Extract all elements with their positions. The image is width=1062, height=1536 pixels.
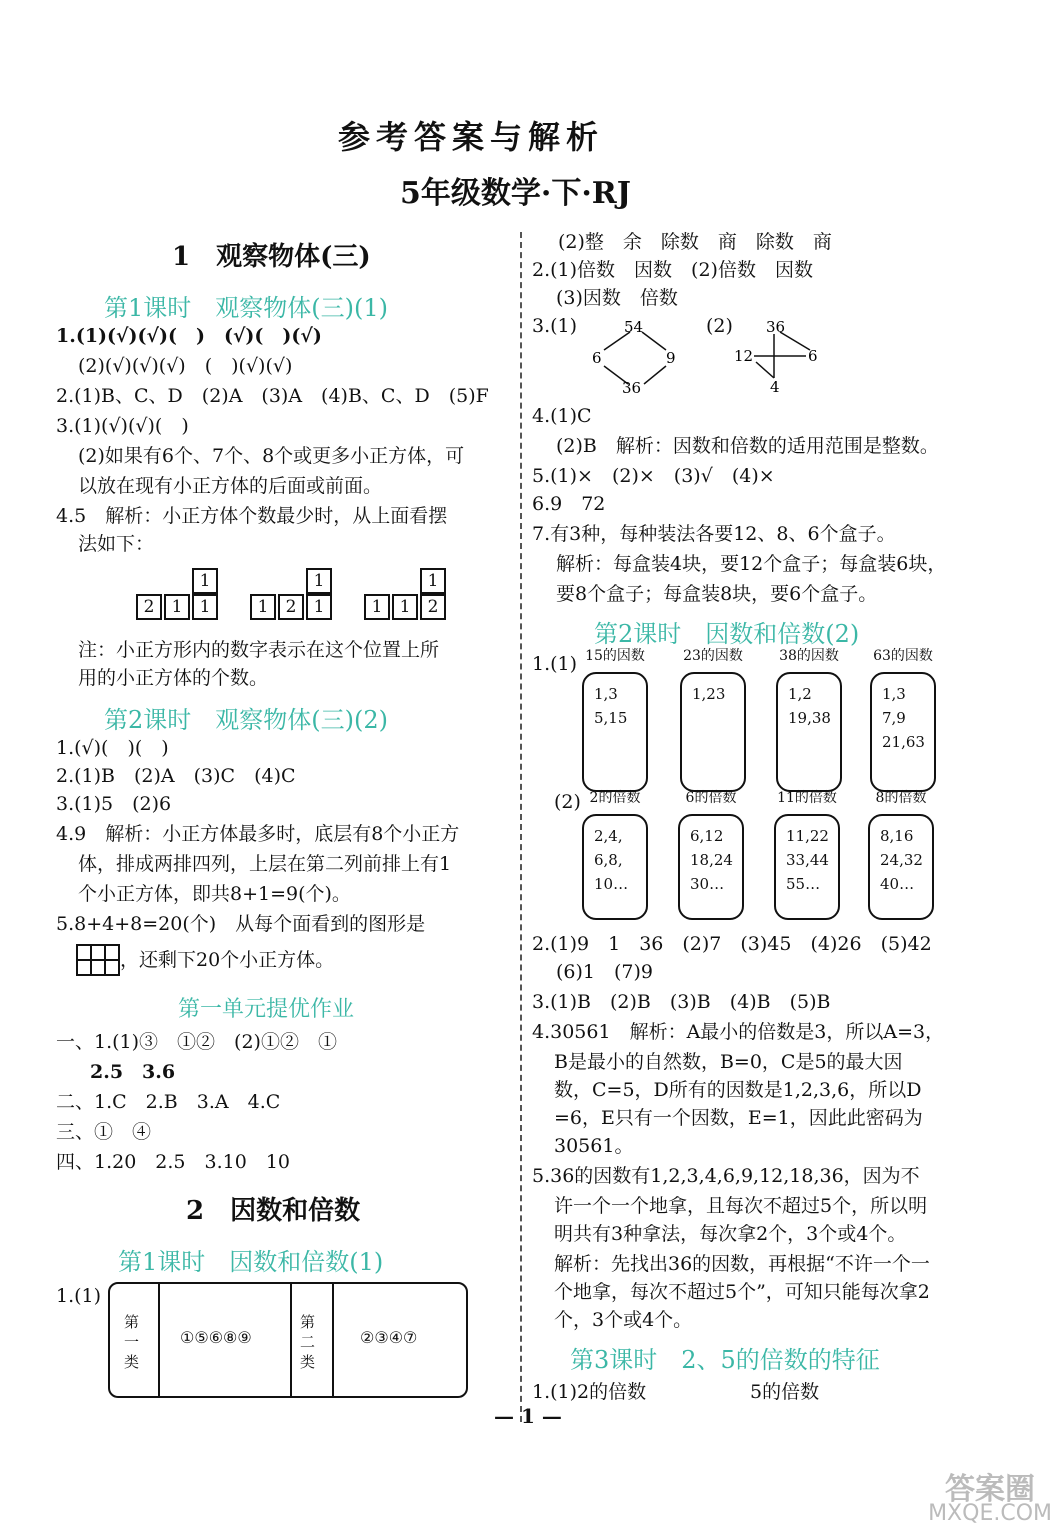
answer-line: 以放在现有小正方体的后面或前面。: [78, 475, 383, 497]
answer-line: 注：小正方形内的数字表示在这个位置上所: [78, 639, 440, 661]
answer-line: 2.5 3.6: [90, 1061, 176, 1083]
answer-line: 解析：先找出36的因数，再根据“不许一个一: [554, 1253, 930, 1275]
classification-table: [108, 1282, 468, 1398]
set-values: 10…: [594, 875, 629, 893]
set-values: 18,24: [690, 851, 733, 869]
answer-line: 数，C=5，D所有的因数是1,2,3,6，所以D: [554, 1079, 922, 1101]
set-box: [680, 672, 746, 792]
set-caption: 8的倍数: [875, 790, 927, 806]
answer-line: 7.有3种，每种装法各要12、8、6个盒子。: [532, 523, 896, 545]
answer-line: 1.(1): [532, 653, 578, 675]
lesson-heading: 第一单元提优作业: [178, 997, 355, 1022]
answer-line: 一、1.(1)③ ①② (2)①② ①: [56, 1031, 337, 1053]
class-members-2: ②③④⑦: [360, 1328, 418, 1347]
answer-line: 1.(1)(√)(√)( ) (√)( )(√): [56, 325, 322, 347]
unit-title-1: 1 观察物体(三): [172, 242, 371, 272]
answer-line: (2)如果有6个、7个、8个或更多小正方体，可: [78, 445, 465, 467]
node-label: 36: [622, 379, 642, 397]
column-divider: [520, 232, 522, 1422]
three-by-two-grid-icon: [76, 944, 120, 976]
watermark-url: MXQE.COM: [928, 1501, 1052, 1526]
answer-line: 解析：每盒装4块，要12个盒子；每盒装6块，: [556, 553, 947, 575]
answer-line: (6)1 (7)9: [556, 961, 654, 983]
set-box: [868, 814, 934, 920]
lesson-heading: 第1课时 观察物体(三)(1): [104, 294, 388, 322]
answer-line: (2): [554, 791, 581, 813]
answer-line: 体，排成两排四列，上层在第二列前排上有1: [78, 853, 452, 875]
grid-cell: 1: [392, 594, 418, 620]
answer-line: 四、1.20 2.5 3.10 10: [56, 1151, 291, 1173]
set-values: 6,8,: [594, 851, 623, 869]
grid-cell: 1: [192, 568, 218, 594]
page-title: 参考答案与解析: [338, 118, 605, 156]
answer-line: (3)因数 倍数: [556, 287, 678, 309]
set-values: 21,63: [882, 733, 925, 751]
answer-line: ，还剩下20个小正方体。: [120, 949, 335, 971]
answer-line: 明共有3种拿法，每次拿2个，3个或4个。: [554, 1223, 907, 1245]
answer-line: 要8个盒子；每盒装8块，要6个盒子。: [556, 583, 878, 605]
lesson-heading: 第2课时 因数和倍数(2): [594, 620, 860, 648]
answer-line: 4.30561 解析：A最小的倍数是3，所以A=3，: [532, 1021, 945, 1043]
set-caption: 63的因数: [873, 648, 933, 664]
set-values: 1,2: [788, 685, 812, 703]
node-label: 9: [666, 349, 676, 367]
answer-line: 法如下：: [78, 533, 155, 555]
node-label: 4: [770, 378, 780, 396]
answer-line: 3.(1)B (2)B (3)B (4)B (5)B: [532, 991, 831, 1013]
answer-line: 3.(1)(√)(√)( ): [56, 415, 189, 437]
set-values: 40…: [880, 875, 915, 893]
grid-cell: 1: [192, 594, 218, 620]
answer-line: 1.(1)2的倍数: [532, 1381, 647, 1403]
grid-cell: 2: [278, 594, 304, 620]
answer-line: 三、① ④: [56, 1121, 152, 1143]
answer-line: (2): [706, 315, 733, 337]
set-caption: 23的因数: [683, 648, 743, 664]
answer-line: =6，E只有一个因数，E=1，因此此密码为: [554, 1107, 923, 1129]
answer-line: 4.(1)C: [532, 405, 592, 427]
answer-line: 30561。: [554, 1135, 634, 1157]
answer-line: 5的倍数: [750, 1381, 820, 1403]
answer-line: 3.(1)5 (2)6: [56, 793, 172, 815]
class-label-1: 第一类: [124, 1313, 140, 1371]
answer-line: 4.5 解析：小正方体个数最少时，从上面看摆: [56, 505, 448, 527]
answer-line: 2.(1)B、C、D (2)A (3)A (4)B、C、D (5)F: [56, 385, 489, 407]
answer-line: 2.(1)倍数 因数 (2)倍数 因数: [532, 259, 813, 281]
factor-pair-diagram-1: [582, 316, 692, 398]
set-values: 1,3: [882, 685, 906, 703]
grid-cell: 1: [250, 594, 276, 620]
answer-line: 3.(1): [532, 315, 578, 337]
answer-line: 5.36的因数有1,2,3,4,6,9,12,18,36，因为不: [532, 1165, 920, 1187]
answer-line: 1.(1): [56, 1285, 102, 1307]
answer-line: (2)(√)(√)(√) ( )(√)(√): [78, 355, 293, 377]
set-box: [678, 814, 744, 920]
node-label: 36: [766, 318, 786, 336]
set-caption: 15的因数: [585, 648, 645, 664]
set-box: [774, 814, 840, 920]
class-members-1: ①⑤⑥⑧⑨: [180, 1328, 252, 1347]
set-values: 33,44: [786, 851, 829, 869]
set-box: [776, 672, 842, 792]
grid-cell: 1: [164, 594, 190, 620]
answer-line: 二、1.C 2.B 3.A 4.C: [56, 1091, 281, 1113]
set-values: 7,9: [882, 709, 906, 727]
set-values: 2,4,: [594, 827, 623, 845]
page-subtitle: 5年级数学·下·RJ: [400, 176, 631, 211]
answer-line: 2.(1)9 1 36 (2)7 (3)45 (4)26 (5)42: [532, 933, 932, 955]
grid-cell: 1: [420, 568, 446, 594]
answer-line: 个，3个或4个。: [554, 1309, 693, 1331]
answer-line: (2)B 解析：因数和倍数的适用范围是整数。: [556, 435, 939, 457]
grid-cell: 1: [364, 594, 390, 620]
node-label: 12: [734, 347, 754, 365]
set-caption: 38的因数: [779, 648, 839, 664]
answer-line: 6.9 72: [532, 493, 606, 515]
answer-line: 4.9 解析：小正方体最多时，底层有8个小正方: [56, 823, 460, 845]
answer-line: 5.8+4+8=20(个) 从每个面看到的图形是: [56, 913, 426, 935]
factor-pair-diagram-2: [730, 316, 830, 400]
lesson-heading: 第3课时 2、5的倍数的特征: [570, 1346, 880, 1374]
set-box: [870, 672, 936, 792]
node-label: 6: [808, 347, 818, 365]
answer-line: 个小正方体，即共8+1=9(个)。: [78, 883, 351, 905]
grid-cell: 2: [136, 594, 162, 620]
set-values: 5,15: [594, 709, 628, 727]
watermark-logo: 答案圈: [945, 1472, 1036, 1507]
set-values: 1,3: [594, 685, 618, 703]
set-box: [582, 814, 648, 920]
node-label: 54: [624, 318, 644, 336]
set-values: 19,38: [788, 709, 831, 727]
grid-cell: 1: [306, 568, 332, 594]
unit-title-2: 2 因数和倍数: [186, 1196, 361, 1226]
answer-line: (2)整 余 除数 商 除数 商: [558, 231, 832, 253]
set-values: 30…: [690, 875, 725, 893]
set-values: 1,23: [692, 685, 726, 703]
set-caption: 11的倍数: [777, 790, 837, 806]
lesson-heading: 第2课时 观察物体(三)(2): [104, 706, 388, 734]
set-values: 8,16: [880, 827, 914, 845]
set-values: 24,32: [880, 851, 923, 869]
set-caption: 6的倍数: [685, 790, 737, 806]
answer-line: 5.(1)× (2)× (3)√ (4)×: [532, 465, 775, 487]
node-label: 6: [592, 349, 602, 367]
answer-line: 许一个一个地拿，且每次不超过5个，所以明: [554, 1195, 928, 1217]
answer-line: B是最小的自然数，B=0，C是5的最大因: [554, 1051, 903, 1073]
class-label-2: 第二类: [300, 1313, 316, 1371]
lesson-heading: 第1课时 因数和倍数(1): [118, 1248, 384, 1276]
answer-line: 个地拿，每次不超过5个”，可知只能每次拿2: [554, 1281, 930, 1303]
answer-line: 2.(1)B (2)A (3)C (4)C: [56, 765, 296, 787]
set-values: 6,12: [690, 827, 724, 845]
set-box: [582, 672, 648, 792]
page-number: — 1 —: [494, 1404, 562, 1428]
grid-cell: 1: [306, 594, 332, 620]
answer-line: 用的小正方体的个数。: [78, 667, 269, 689]
grid-cell: 2: [420, 594, 446, 620]
answer-line: 1.(√)( )( ): [56, 737, 169, 759]
set-caption: 2的倍数: [589, 790, 641, 806]
set-values: 55…: [786, 875, 821, 893]
watermark: [928, 1472, 1052, 1526]
set-values: 11,22: [786, 827, 829, 845]
